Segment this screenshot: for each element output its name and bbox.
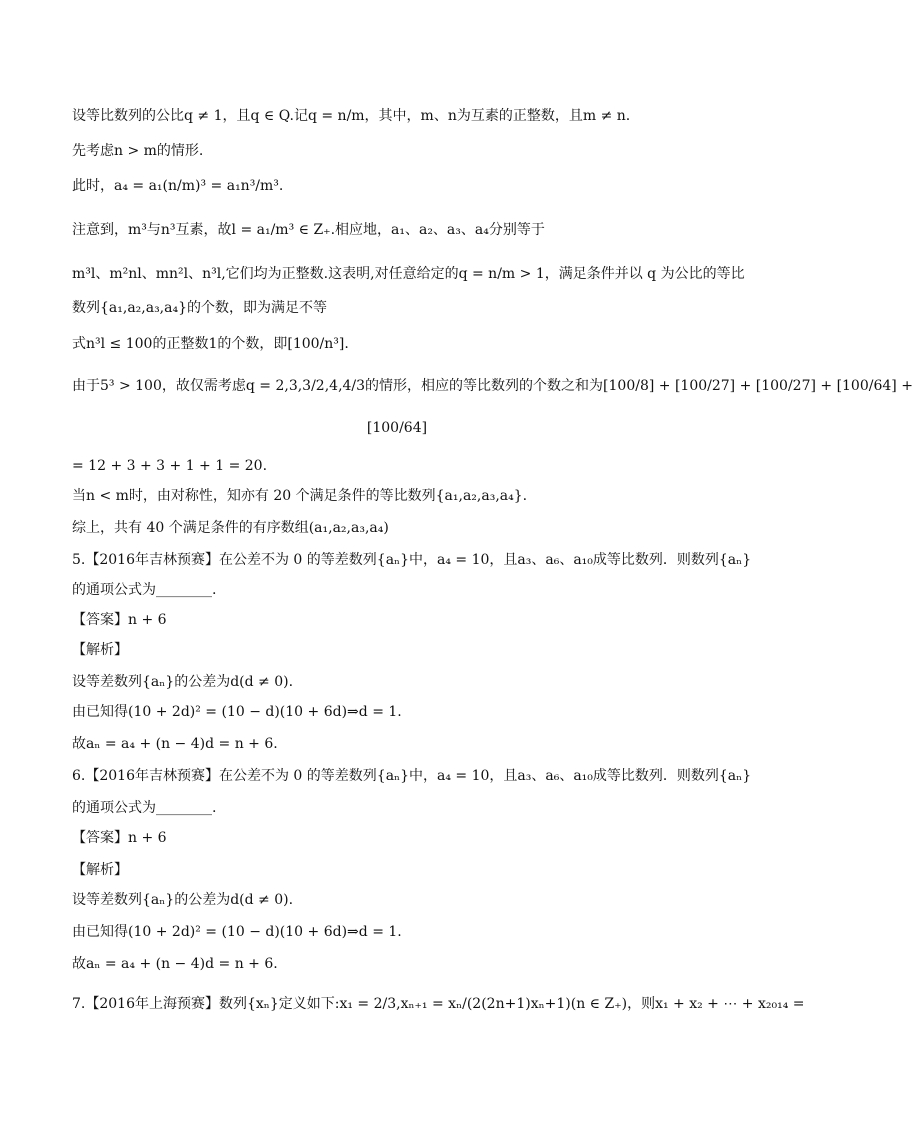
text-line: 的通项公式为________. <box>72 582 217 598</box>
text-line: 设等差数列{aₙ}的公差为d(d ≠ 0). <box>72 674 294 690</box>
question-line: 6.【2016年吉林预赛】在公差不为 0 的等差数列{aₙ}中，a₄ = 10，且a₃、a₆、a₁₀成等比数列．则数列{aₙ} <box>72 768 752 784</box>
question-line: 7.【2016年上海预赛】数列{xₙ}定义如下:x₁ = 2/3,xₙ₊₁ = xₙ/(2(2n+1)xₙ+1)(n ∈ Z₊)，则x₁ + x₂ + ⋯ + x₂₀₁₄ = <box>72 996 805 1012</box>
analysis-heading: 【解析】 <box>72 862 128 878</box>
text-line: 当n < m时，由对称性，知亦有 20 个满足条件的等比数列{a₁,a₂,a₃,a₄}. <box>72 488 528 504</box>
analysis-heading: 【解析】 <box>72 642 128 658</box>
text-line: 此时，a₄ = a₁(n/m)³ = a₁n³/m³. <box>72 178 284 194</box>
text-line: 由已知得(10 + 2d)² = (10 − d)(10 + 6d)⇒d = 1. <box>72 924 402 940</box>
text-line: 综上，共有 40 个满足条件的有序数组(a₁,a₂,a₃,a₄) <box>72 520 389 536</box>
text-line: 先考虑n > m的情形. <box>72 143 204 159</box>
text-line: 由于5³ > 100，故仅需考虑q = 2,3,3/2,4,4/3的情形，相应的等比数列的个数之和为[100/8] + [100/27] + [100/27] + [100/64] + <box>72 378 913 394</box>
text-line: 注意到，m³与n³互素，故l = a₁/m³ ∈ Z₊.相应地，a₁、a₂、a₃、a₄分别等于 <box>72 222 545 238</box>
text-line: 式n³l ≤ 100的正整数1的个数，即[100/n³]. <box>72 336 349 352</box>
text-line: m³l、m²nl、mn²l、n³l,它们均为正整数.这表明,对任意给定的q = n/m > 1，满足条件并以 q 为公比的等比 <box>72 266 745 282</box>
text-line: 设等比数列的公比q ≠ 1，且q ∈ Q.记q = n/m，其中，m、n为互素的正整数，且m ≠ n. <box>72 108 631 124</box>
text-line: [100/64] <box>366 420 428 436</box>
text-line: 故aₙ = a₄ + (n − 4)d = n + 6. <box>72 736 278 752</box>
answer-line: 【答案】n + 6 <box>72 830 167 846</box>
text-line: = 12 + 3 + 3 + 1 + 1 = 20. <box>72 458 268 474</box>
question-line: 5.【2016年吉林预赛】在公差不为 0 的等差数列{aₙ}中，a₄ = 10，且a₃、a₆、a₁₀成等比数列．则数列{aₙ} <box>72 552 752 568</box>
answer-line: 【答案】n + 6 <box>72 612 167 628</box>
text-line: 设等差数列{aₙ}的公差为d(d ≠ 0). <box>72 892 294 908</box>
text-line: 的通项公式为________. <box>72 800 217 816</box>
text-line: 由已知得(10 + 2d)² = (10 − d)(10 + 6d)⇒d = 1. <box>72 704 402 720</box>
text-line: 故aₙ = a₄ + (n − 4)d = n + 6. <box>72 956 278 972</box>
text-line: 数列{a₁,a₂,a₃,a₄}的个数，即为满足不等 <box>72 300 328 316</box>
